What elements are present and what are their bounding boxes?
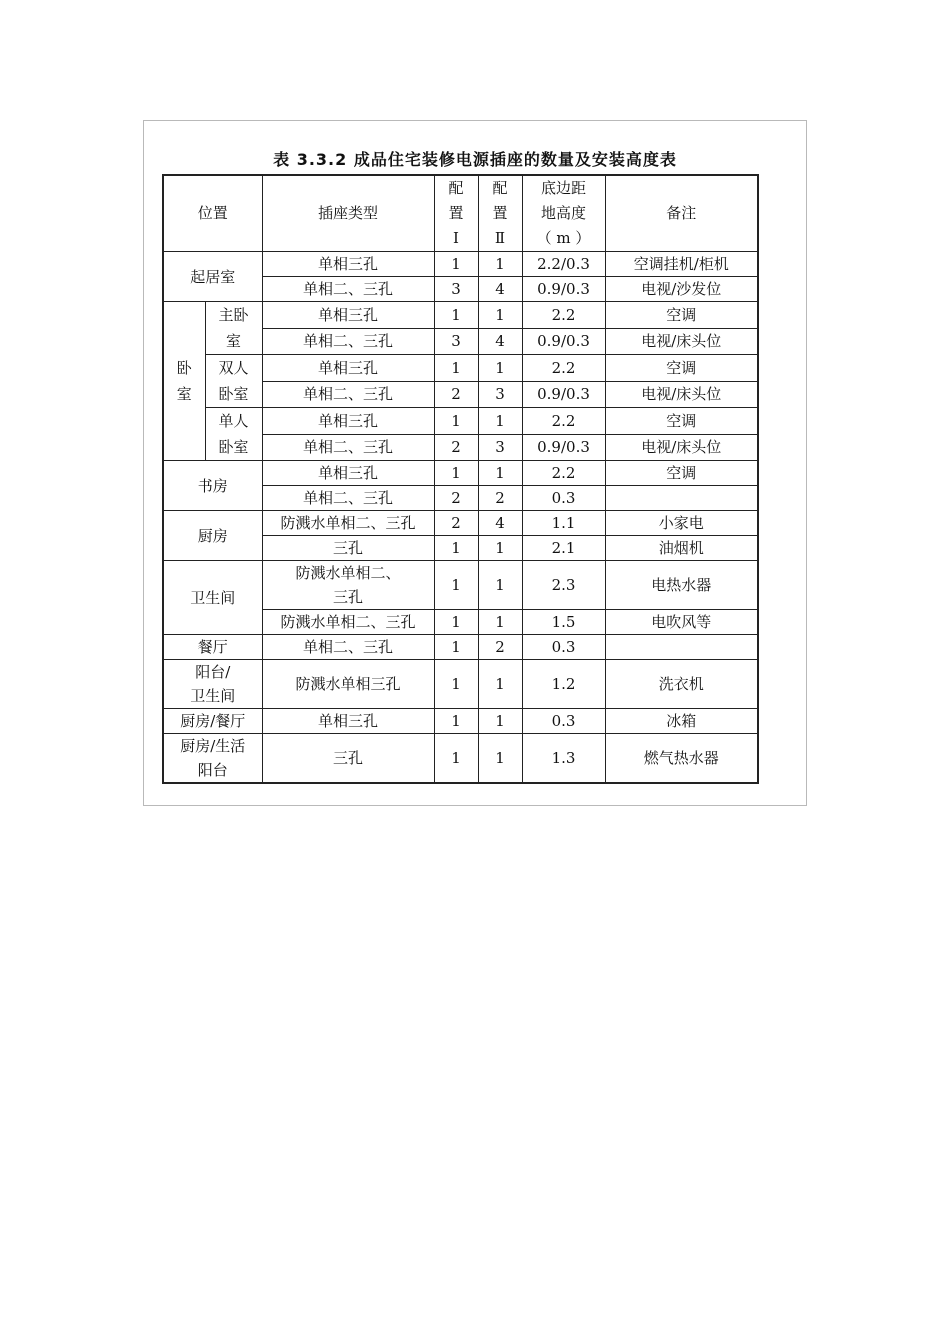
cell-note: 油烟机 [605,536,758,561]
cell-note: 空调 [605,408,758,435]
cell-note: 电吹风等 [605,610,758,635]
cell-note: 电视/床头位 [605,381,758,408]
cell-c2: 1 [478,302,522,329]
cell-note: 电热水器 [605,561,758,610]
cell-height: 2.3 [522,561,605,610]
cell-height: 0.9/0.3 [522,328,605,355]
cell-height: 1.1 [522,511,605,536]
group-kitchen-dining: 厨房/餐厅 [163,709,262,734]
subgroup-master [205,302,262,355]
cell-c1: 1 [434,709,478,734]
cell-c1: 1 [434,635,478,660]
header-config2 [478,175,522,252]
subgroup-double-line: 双人 [218,359,249,377]
group-bedroom-line: 卧 [176,359,192,377]
cell-type-line: 防溅水单相二、 [295,564,401,582]
cell-c2: 1 [478,536,522,561]
table-row [163,252,758,277]
cell-type: 单相二、三孔 [262,486,434,511]
cell-c2: 1 [478,660,522,709]
cell-c1: 3 [434,277,478,302]
cell-height: 2.2/0.3 [522,252,605,277]
table-row [163,355,758,382]
cell-note: 冰箱 [605,709,758,734]
cell-c1: 2 [434,434,478,461]
cell-type [262,561,434,610]
header-type: 插座类型 [262,175,434,252]
cell-height: 1.2 [522,660,605,709]
header-config1-line: 置 [448,204,464,222]
cell-c2: 2 [478,635,522,660]
cell-type: 单相三孔 [262,709,434,734]
table-row [163,709,758,734]
header-row [163,175,758,252]
cell-c2: 1 [478,461,522,486]
cell-note [605,486,758,511]
header-config1 [434,175,478,252]
table-row [163,511,758,536]
cell-type: 防溅水单相二、三孔 [262,511,434,536]
group-balcony-bath-line: 卫生间 [190,687,236,705]
group-balcony-bath-line: 阳台/ [195,663,231,681]
cell-c2: 1 [478,408,522,435]
cell-c1: 3 [434,328,478,355]
cell-height: 0.9/0.3 [522,434,605,461]
table-row [163,660,758,709]
cell-c2: 1 [478,709,522,734]
cell-type: 单相三孔 [262,355,434,382]
header-config2-line: Ⅱ [494,229,506,247]
cell-c2: 1 [478,355,522,382]
cell-c2: 2 [478,486,522,511]
cell-note: 电视/床头位 [605,434,758,461]
cell-type-line: 三孔 [333,588,364,606]
cell-type: 单相三孔 [262,252,434,277]
cell-c1: 1 [434,355,478,382]
cell-c2: 4 [478,511,522,536]
cell-height: 2.2 [522,355,605,382]
subgroup-single [205,408,262,461]
header-config2-line: 配 [492,179,508,197]
header-height-line: 地高度 [541,204,587,222]
cell-note: 燃气热水器 [605,734,758,784]
table-row [163,302,758,329]
cell-height: 2.2 [522,461,605,486]
cell-type: 单相三孔 [262,302,434,329]
cell-type: 单相二、三孔 [262,381,434,408]
group-bedroom-line: 室 [176,385,192,403]
cell-note: 洗衣机 [605,660,758,709]
subgroup-master-line: 室 [226,332,242,350]
cell-height: 0.3 [522,486,605,511]
group-living: 起居室 [163,252,262,302]
cell-note: 空调挂机/柜机 [605,252,758,277]
cell-note: 电视/沙发位 [605,277,758,302]
group-bedroom [163,302,205,461]
cell-type: 三孔 [262,734,434,784]
group-study: 书房 [163,461,262,511]
cell-c1: 1 [434,610,478,635]
cell-type: 单相三孔 [262,408,434,435]
cell-type: 三孔 [262,536,434,561]
header-height-line: （ m ） [536,229,591,247]
subgroup-double [205,355,262,408]
table-figure [143,120,807,806]
cell-type: 单相三孔 [262,461,434,486]
cell-c2: 4 [478,277,522,302]
cell-c2: 4 [478,328,522,355]
cell-c1: 2 [434,486,478,511]
cell-type: 单相二、三孔 [262,328,434,355]
cell-c1: 1 [434,660,478,709]
subgroup-double-line: 卧室 [218,385,249,403]
cell-note: 空调 [605,461,758,486]
cell-height: 0.3 [522,709,605,734]
cell-height: 1.3 [522,734,605,784]
cell-height: 2.1 [522,536,605,561]
cell-c1: 1 [434,734,478,784]
cell-c1: 1 [434,408,478,435]
cell-note [605,635,758,660]
header-config2-line: 置 [492,204,508,222]
cell-height: 1.5 [522,610,605,635]
table-row [163,461,758,486]
cell-c1: 2 [434,381,478,408]
header-height-line: 底边距 [541,179,587,197]
header-position: 位置 [163,175,262,252]
cell-note: 电视/床头位 [605,328,758,355]
group-kitchen: 厨房 [163,511,262,561]
group-dining: 餐厅 [163,635,262,660]
table-row [163,734,758,784]
cell-c1: 1 [434,461,478,486]
table-title: 表 3.3.2 成品住宅装修电源插座的数量及安装高度表 [273,150,677,169]
cell-c2: 1 [478,734,522,784]
group-bath: 卫生间 [163,561,262,635]
cell-height: 0.9/0.3 [522,381,605,408]
cell-c1: 2 [434,511,478,536]
cell-c2: 1 [478,610,522,635]
cell-height: 2.2 [522,408,605,435]
cell-type: 防溅水单相二、三孔 [262,610,434,635]
table-row [163,635,758,660]
group-kitchen-balcony-line: 阳台 [197,761,228,779]
subgroup-single-line: 单人 [218,412,249,430]
group-kitchen-balcony-line: 厨房/生活 [180,737,246,755]
cell-c1: 1 [434,561,478,610]
cell-c2: 3 [478,434,522,461]
cell-height: 0.3 [522,635,605,660]
header-height [522,175,605,252]
cell-height: 0.9/0.3 [522,277,605,302]
cell-c2: 1 [478,252,522,277]
subgroup-single-line: 卧室 [218,438,249,456]
cell-c1: 1 [434,302,478,329]
cell-c1: 1 [434,252,478,277]
cell-type: 单相二、三孔 [262,635,434,660]
table-row [163,408,758,435]
cell-type: 单相二、三孔 [262,277,434,302]
header-config1-line: 配 [448,179,464,197]
cell-c2: 3 [478,381,522,408]
cell-c2: 1 [478,561,522,610]
cell-type: 防溅水单相三孔 [262,660,434,709]
subgroup-master-line: 主卧 [218,306,249,324]
table-row [163,561,758,610]
group-kitchen-balcony [163,734,262,784]
cell-note: 小家电 [605,511,758,536]
header-note: 备注 [605,175,758,252]
cell-note: 空调 [605,302,758,329]
header-config1-line: Ⅰ [453,229,459,247]
group-balcony-bath [163,660,262,709]
cell-note: 空调 [605,355,758,382]
cell-height: 2.2 [522,302,605,329]
cell-type: 单相二、三孔 [262,434,434,461]
socket-table [162,174,759,784]
cell-c1: 1 [434,536,478,561]
